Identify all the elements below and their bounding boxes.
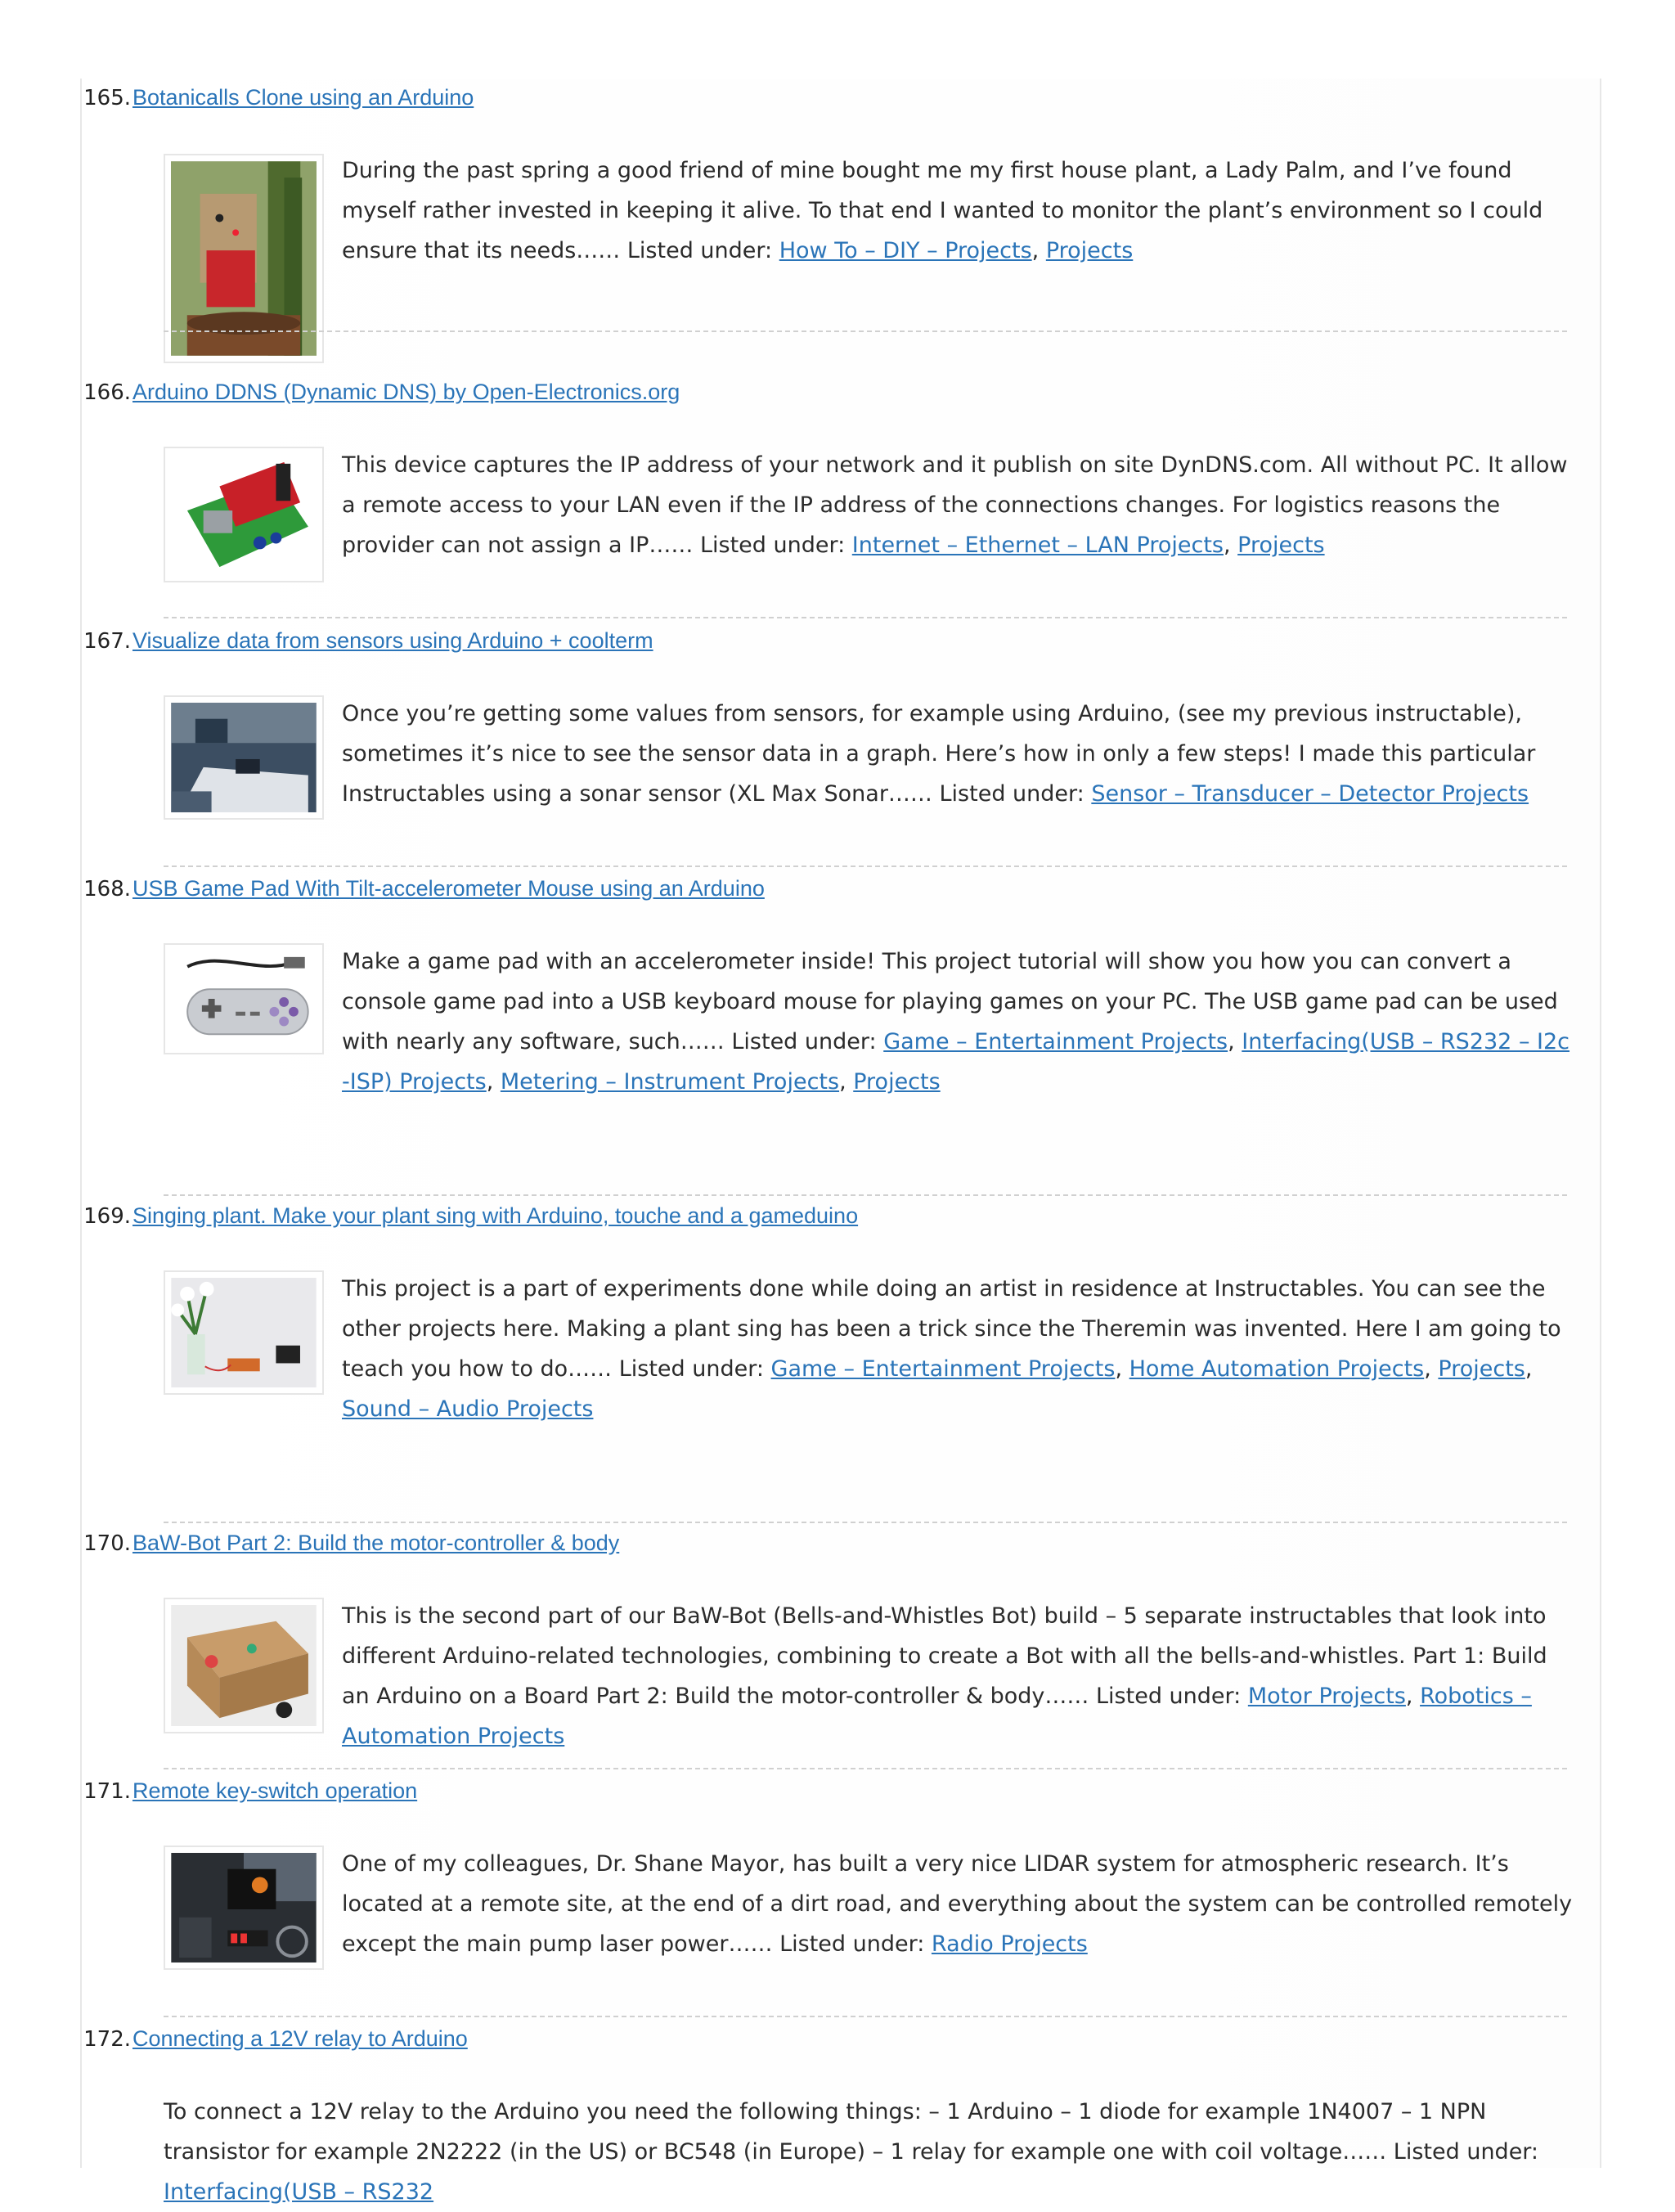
content-column: [80, 79, 1601, 2205]
category-link[interactable]: Projects: [1045, 238, 1134, 263]
item-separator: [164, 330, 1567, 332]
item-separator: [164, 2016, 1567, 2017]
item-separator: [164, 1768, 1567, 1769]
item-title-row: [82, 876, 765, 909]
item-title-link[interactable]: Singing plant. Make your plant sing with Arduino, touche and a gameduino: [132, 1203, 859, 1228]
item-thumbnail[interactable]: [164, 1846, 324, 1970]
category-link[interactable]: Game – Entertainment Projects: [770, 1356, 1116, 1382]
lily-plant-icon: [171, 1278, 317, 1387]
item-title-row: [82, 380, 680, 412]
excerpt-text: One of my colleagues, Dr. Shane Mayor, has built a very nice LIDAR system for atmospheric research. It’s located at a remote site, at the end of a dirt road, and everything about the system can be controlled remotely except the main pump laser power……: [342, 1851, 1573, 1957]
item-thumbnail[interactable]: [164, 447, 324, 582]
item-separator: [164, 1522, 1567, 1523]
ethernet-board-icon: [171, 454, 317, 575]
excerpt-text: To connect a 12V relay to the Arduino you need the following things: – 1 Arduino – 1 diode for example 1N4007 – 1 NPN transistor for example 2N2222 (in the US) or BC548 (in Europe) – 1 relay for example one with coil voltage……: [164, 2099, 1487, 2165]
item-separator: [164, 617, 1567, 618]
item-number: 172.: [83, 2027, 131, 2052]
listed-under-label: Listed under:: [779, 1931, 925, 1957]
excerpt-text: This device captures the IP address of your network and it publish on site DynDNS.com. All without PC. It allow a remote access to your LAN even if the IP address of the connections changes. For logistics reasons the provider can not assign a IP……: [342, 452, 1568, 558]
category-link[interactable]: Sensor – Transducer – Detector Projects: [1091, 781, 1529, 807]
plant-circuit-icon: [171, 161, 317, 356]
item-excerpt: [342, 694, 1577, 814]
item-excerpt: This project is a part of experiments done while doing an artist in residence at Instructables. You can see the other projects here. Making a plant sing has been a trick since the Theremin was invented. Here I am going to teach you how to do…… Listed under: Game – Entertainment Projects, Home Automation Projects, Projects, Sound – Audio Projects: [342, 1276, 1561, 1422]
category-link[interactable]: Interfacing(USB – RS232: [164, 2179, 434, 2205]
excerpt-text: This project is a part of experiments done while doing an artist in residence at Instructables. You can see the other projects here. Making a plant sing has been a trick since the Theremin was invented. Here I am going to teach you how to do……: [342, 1276, 1561, 1382]
item-title-link[interactable]: Visualize data from sensors using Arduino + coolterm: [132, 628, 653, 653]
item-title-row: [82, 1203, 858, 1236]
item-number: 167.: [83, 629, 131, 654]
item-title-row: [82, 628, 653, 661]
item-title-row: [82, 1531, 619, 1563]
category-link[interactable]: How To – DIY – Projects: [779, 238, 1032, 263]
item-title-row: [82, 85, 474, 118]
listed-under-label: Listed under:: [699, 533, 846, 558]
item-title-row: [82, 1778, 417, 1811]
item-separator: [164, 865, 1567, 867]
item-number: 170.: [83, 1531, 131, 1556]
category-link[interactable]: Radio Projects: [931, 1931, 1088, 1957]
listed-under-label: Listed under:: [731, 1029, 877, 1054]
category-link[interactable]: Metering – Instrument Projects: [500, 1069, 840, 1095]
listed-under-label: Listed under:: [939, 781, 1084, 807]
item-excerpt: [342, 1844, 1577, 1964]
listed-under-label: Listed under:: [1096, 1684, 1242, 1709]
item-excerpt: This device captures the IP address of your network and it publish on site DynDNS.com. All without PC. It allow a remote access to your LAN even if the IP address of the connections changes. For logistics reasons the provider can not assign a IP…… Listed under: Internet – Ethernet – LAN Projects, Projects: [342, 452, 1568, 558]
category-link[interactable]: Robotics – Automation Projects: [342, 1684, 1532, 1749]
excerpt-text: This is the second part of our BaW-Bot (Bells-and-Whistles Bot) build – 5 separate instructables that look into different Arduino-related technologies, combining to create a Bot with all the bells-and-whistles. Part 1: Build an Arduino on a Board Part 2: Build the motor-controller & body……: [342, 1603, 1547, 1709]
item-number: 169.: [83, 1204, 131, 1229]
category-link[interactable]: Projects: [853, 1069, 941, 1095]
listed-under-label: Listed under:: [1393, 2139, 1539, 2165]
category-link[interactable]: Home Automation Projects: [1129, 1356, 1425, 1382]
excerpt-text: During the past spring a good friend of mine bought me my first house plant, a Lady Palm, and I’ve found myself rather invested in keeping it alive. To that end I wanted to monitor the plant’s environment so I could ensure that its needs……: [342, 158, 1543, 263]
item-thumbnail[interactable]: [164, 695, 324, 820]
category-link[interactable]: Projects: [1438, 1356, 1525, 1382]
item-excerpt: Make a game pad with an accelerometer inside! This project tutorial will show you how you can convert a console game pad into a USB keyboard mouse for playing games on your PC. The USB game pad can be used with nearly any software, such…… Listed under: Game – Entertainment Projects, Interfacing(USB – RS232 – I2c -ISP) Projects, Metering – Instrument Projects, Projects: [342, 949, 1570, 1095]
item-thumbnail[interactable]: [164, 1270, 324, 1395]
item-thumbnail[interactable]: [164, 943, 324, 1054]
item-excerpt: During the past spring a good friend of mine bought me my first house plant, a Lady Palm, and I’ve found myself rather invested in keeping it alive. To that end I wanted to monitor the plant’s environment so I could ensure that its needs…… Listed under: How To – DIY – Projects, Projects: [342, 158, 1543, 263]
item-thumbnail[interactable]: [164, 1598, 324, 1733]
game-pad-icon: [171, 951, 317, 1047]
category-link[interactable]: Game – Entertainment Projects: [883, 1029, 1228, 1054]
item-excerpt: This is the second part of our BaW-Bot (Bells-and-Whistles Bot) build – 5 separate instructables that look into different Arduino-related technologies, combining to create a Bot with all the bells-and-whistles. Part 1: Build an Arduino on a Board Part 2: Build the motor-controller & body…… Listed under: Motor Projects, Robotics – Automation Projects: [342, 1603, 1547, 1749]
item-number: 166.: [83, 380, 131, 405]
item-title-link[interactable]: Remote key-switch operation: [132, 1778, 418, 1803]
category-link[interactable]: Projects: [1237, 533, 1325, 558]
item-excerpt: [164, 2092, 1587, 2212]
category-link[interactable]: Interfacing(USB – RS232 – I2c -ISP) Projects: [342, 1029, 1570, 1095]
listed-under-label: Listed under:: [618, 1356, 764, 1382]
item-title-link[interactable]: USB Game Pad With Tilt-accelerometer Mouse using an Arduino: [132, 876, 765, 901]
servo-switch-icon: [171, 1853, 317, 1962]
cardboard-robot-icon: [171, 1605, 317, 1726]
category-link[interactable]: Sound – Audio Projects: [342, 1396, 594, 1422]
item-title-link[interactable]: Connecting a 12V relay to Arduino: [132, 2026, 468, 2051]
laptop-sensor-icon: [171, 703, 317, 812]
item-title-link[interactable]: BaW-Bot Part 2: Build the motor-controller & body: [132, 1531, 620, 1555]
item-title-link[interactable]: Botanicalls Clone using an Arduino: [132, 85, 474, 110]
category-link[interactable]: Motor Projects: [1247, 1684, 1406, 1709]
category-link[interactable]: Internet – Ethernet – LAN Projects: [851, 533, 1224, 558]
excerpt-text: Once you’re getting some values from sensors, for example using Arduino, (see my previous instructable), sometimes it’s nice to see the sensor data in a graph. Here’s how in only a few steps! I made this particular Instructables using a sonar sensor (XL Max Sonar……: [342, 701, 1536, 807]
item-separator: [164, 1194, 1567, 1196]
item-number: 171.: [83, 1779, 131, 1804]
item-title-link[interactable]: Arduino DDNS (Dynamic DNS) by Open-Electronics.org: [132, 380, 680, 404]
excerpt-text: Make a game pad with an accelerometer inside! This project tutorial will show you how you can convert a console game pad into a USB keyboard mouse for playing games on your PC. The USB game pad can be used with nearly any software, such……: [342, 949, 1558, 1054]
item-number: 168.: [83, 877, 131, 901]
listed-under-label: Listed under:: [626, 238, 773, 263]
item-title-row: [82, 2026, 468, 2059]
item-number: 165.: [83, 86, 131, 110]
